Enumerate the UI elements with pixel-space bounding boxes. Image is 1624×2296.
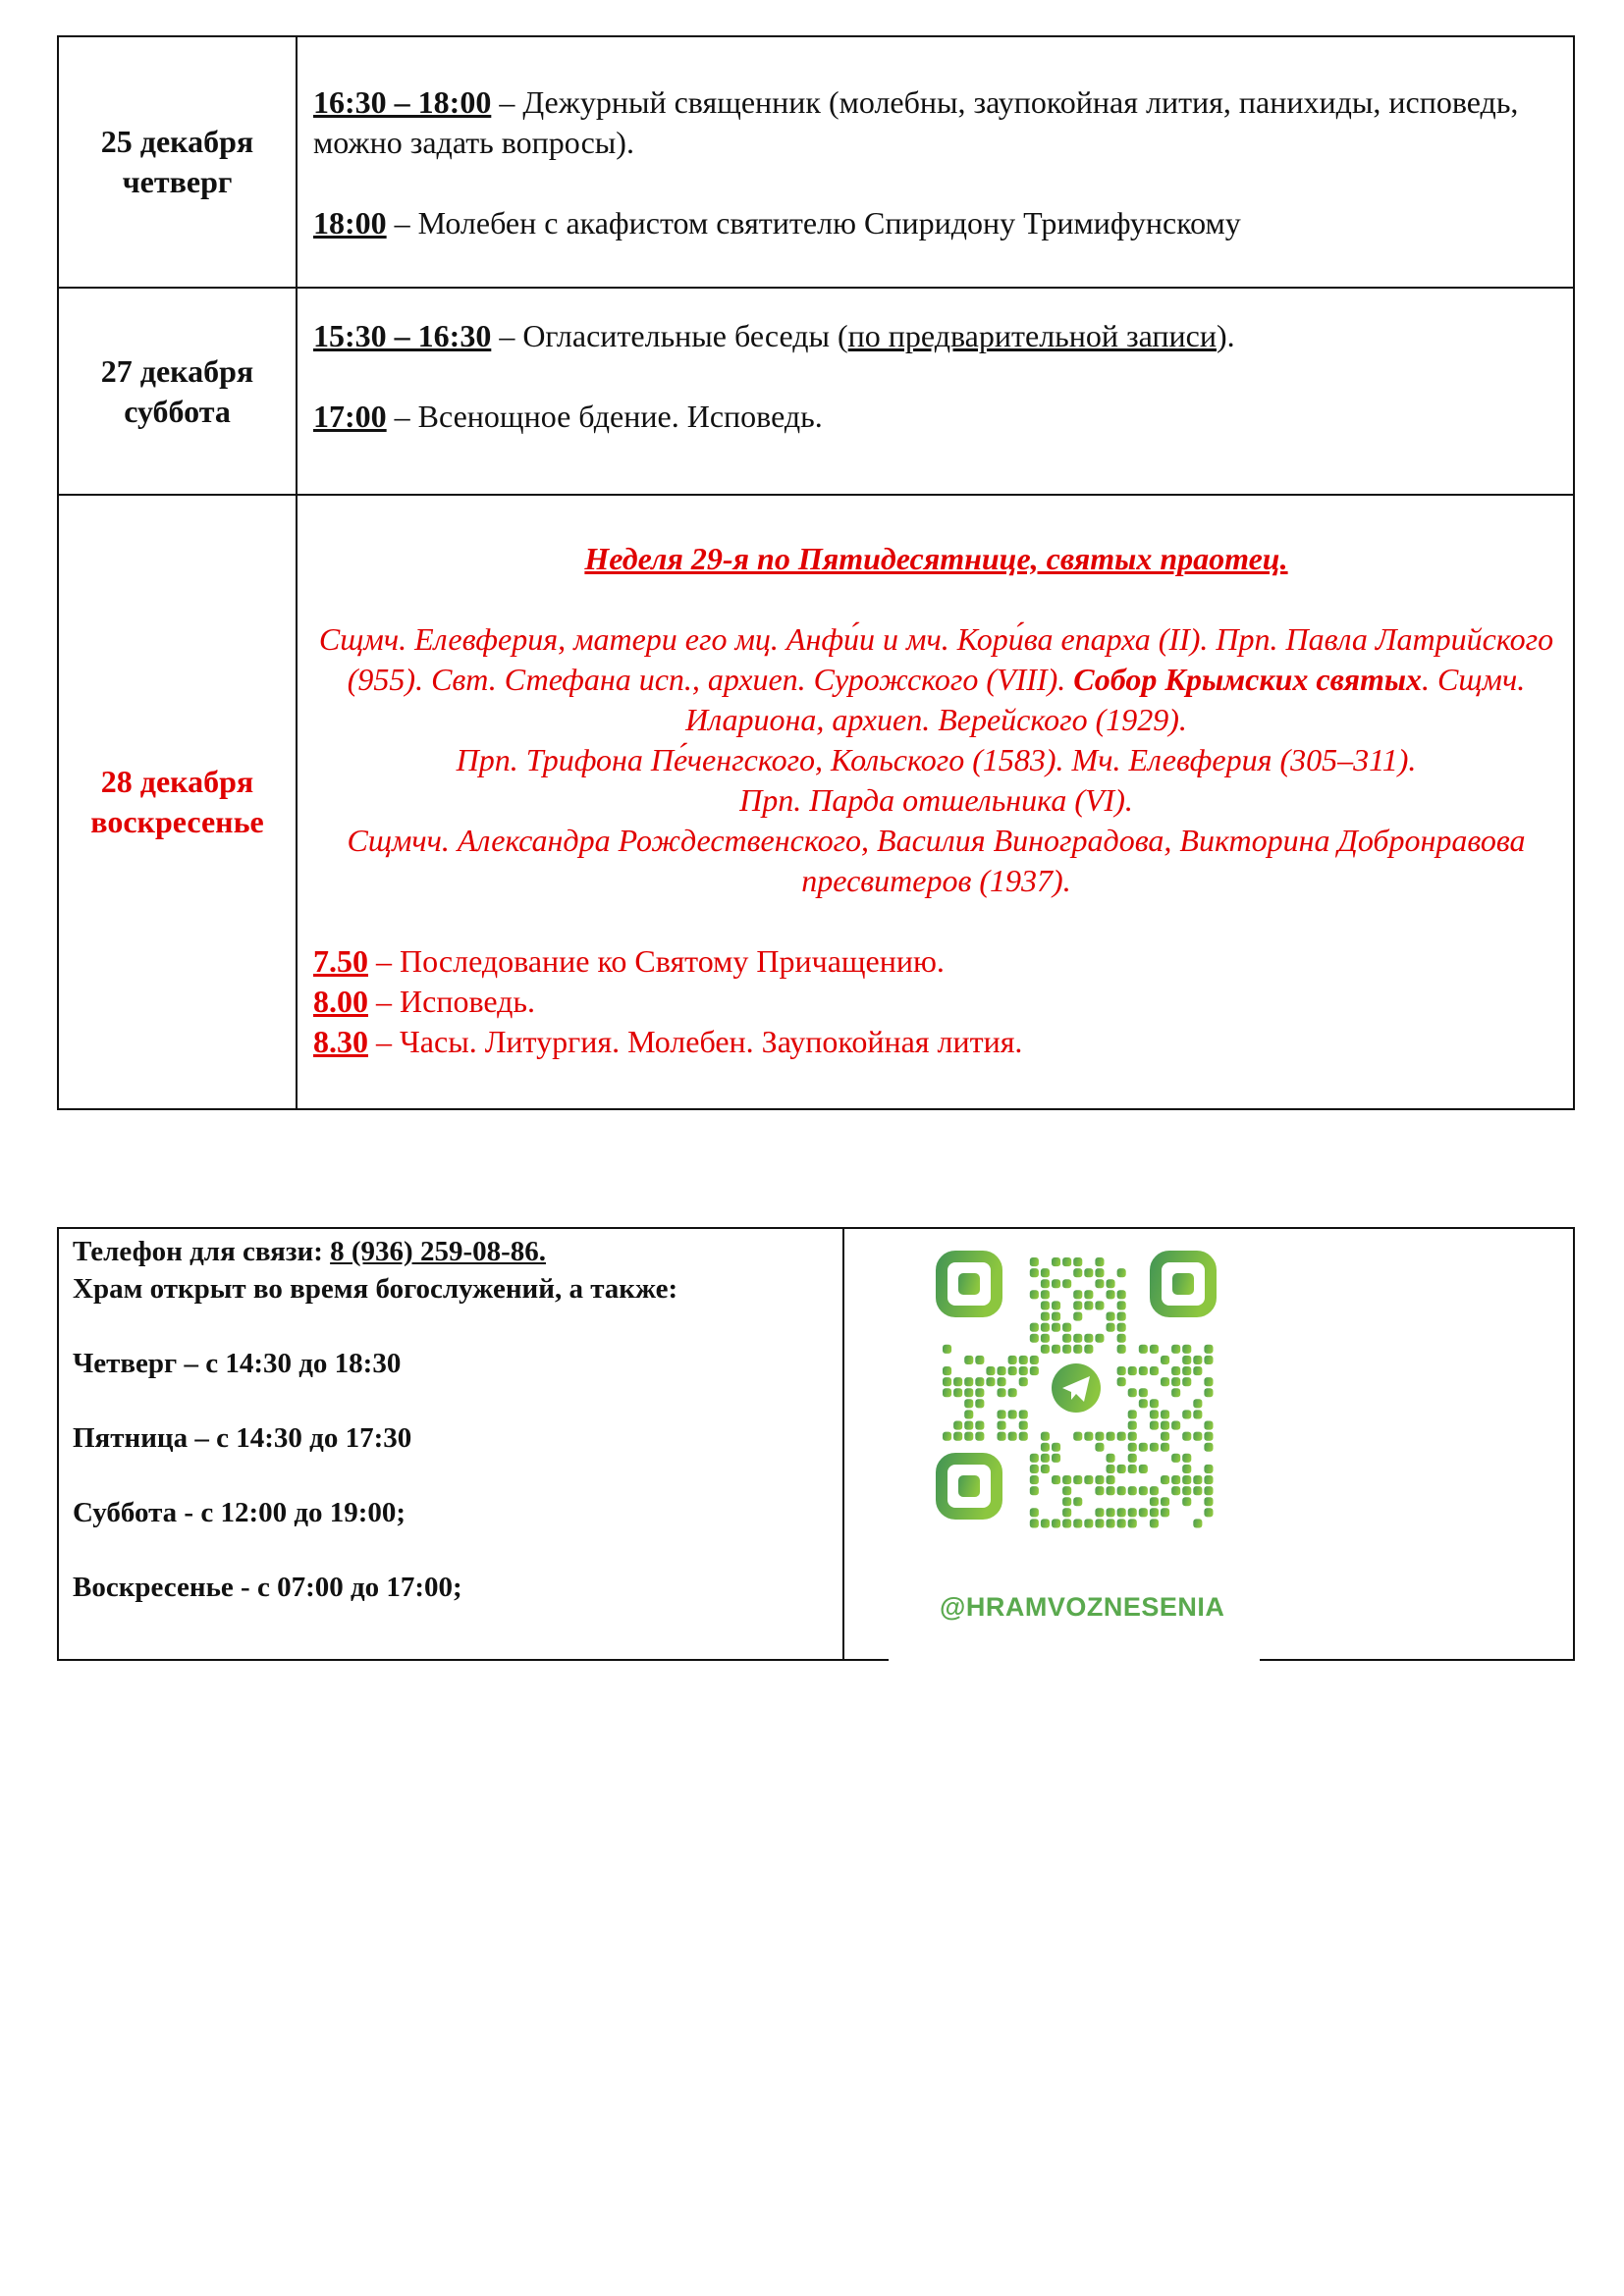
qr-module bbox=[1128, 1366, 1137, 1375]
qr-module bbox=[1008, 1410, 1017, 1418]
saints-commemoration: Сщмчч. Александра Рождественского, Василия Виноградова, Викторина Добронравова пресвитеров (1937). bbox=[347, 823, 1526, 898]
qr-module bbox=[1117, 1301, 1126, 1309]
qr-module bbox=[986, 1366, 995, 1375]
qr-module bbox=[1193, 1356, 1202, 1364]
qr-module bbox=[953, 1432, 962, 1441]
qr-module bbox=[1117, 1290, 1126, 1299]
qr-module bbox=[1008, 1432, 1017, 1441]
qr-module bbox=[1161, 1432, 1169, 1441]
qr-module bbox=[1107, 1454, 1115, 1463]
qr-module bbox=[1084, 1475, 1093, 1484]
day-weekday: воскресенье bbox=[90, 804, 264, 839]
qr-module bbox=[1073, 1290, 1082, 1299]
qr-module bbox=[975, 1356, 984, 1364]
day-weekday: суббота bbox=[124, 393, 231, 429]
qr-module bbox=[998, 1377, 1006, 1386]
qr-module bbox=[1193, 1399, 1202, 1408]
qr-module bbox=[1062, 1323, 1071, 1332]
services-cell bbox=[297, 288, 1574, 495]
qr-module bbox=[1041, 1519, 1050, 1527]
qr-module bbox=[1193, 1410, 1202, 1418]
qr-module bbox=[964, 1377, 973, 1386]
qr-module bbox=[1117, 1312, 1126, 1321]
qr-module bbox=[1084, 1432, 1093, 1441]
qr-module bbox=[1041, 1290, 1050, 1299]
qr-module bbox=[1193, 1475, 1202, 1484]
qr-module bbox=[964, 1399, 973, 1408]
qr-module bbox=[1128, 1519, 1137, 1527]
qr-module bbox=[1150, 1508, 1159, 1517]
qr-code[interactable] bbox=[889, 1229, 1260, 1582]
day-cell bbox=[58, 36, 297, 288]
qr-module bbox=[1041, 1312, 1050, 1321]
qr-module bbox=[1030, 1334, 1039, 1343]
qr-module bbox=[1073, 1497, 1082, 1506]
qr-module bbox=[1128, 1432, 1137, 1441]
saints-commemoration: Сщмч. Елевферия, матери его мц. Анфи́и и мч. Кори́ва епарха (II). Прп. Павла Латрийского (955). Свт. Стефана исп., архиеп. Сурожского (VIII). Собор Крымских святых. Сщмч. Илариона, архиеп. Верейского (1929). bbox=[318, 621, 1554, 737]
qr-area bbox=[844, 1229, 1575, 1659]
qr-module bbox=[1107, 1486, 1115, 1495]
qr-module bbox=[1161, 1497, 1169, 1506]
service-time: 8.00 bbox=[313, 984, 368, 1019]
qr-module bbox=[1062, 1345, 1071, 1354]
service-time: 16:30 – 18:00 bbox=[313, 84, 492, 120]
qr-module bbox=[1161, 1443, 1169, 1452]
qr-module bbox=[964, 1432, 973, 1441]
service-text: ). bbox=[1217, 318, 1235, 353]
service-text: – Исповедь. bbox=[368, 984, 536, 1019]
qr-module bbox=[1117, 1323, 1126, 1332]
qr-module bbox=[1052, 1475, 1060, 1484]
qr-module bbox=[1128, 1421, 1137, 1430]
qr-module bbox=[1062, 1257, 1071, 1266]
qr-module bbox=[1008, 1356, 1017, 1364]
qr-module bbox=[1117, 1377, 1126, 1386]
qr-module bbox=[1128, 1410, 1137, 1418]
qr-module bbox=[953, 1377, 962, 1386]
qr-module bbox=[1073, 1257, 1082, 1266]
qr-module bbox=[1171, 1454, 1180, 1463]
qr-module bbox=[1182, 1486, 1191, 1495]
qr-module bbox=[1019, 1377, 1028, 1386]
qr-module bbox=[1117, 1465, 1126, 1473]
service-text: – Молебен с акафистом святителю Спиридону Тримифунскому bbox=[386, 205, 1241, 240]
qr-module bbox=[964, 1356, 973, 1364]
qr-module bbox=[1041, 1465, 1050, 1473]
qr-module bbox=[1095, 1257, 1104, 1266]
day-cell bbox=[58, 288, 297, 495]
qr-module bbox=[1073, 1432, 1082, 1441]
qr-module bbox=[1150, 1486, 1159, 1495]
qr-module bbox=[1052, 1345, 1060, 1354]
qr-module bbox=[1161, 1356, 1169, 1364]
qr-module bbox=[1041, 1301, 1050, 1309]
day-date: 27 декабря bbox=[100, 352, 254, 389]
phone-line: Телефон для связи: 8 (936) 259-08-86. bbox=[73, 1236, 547, 1267]
qr-module bbox=[998, 1388, 1006, 1397]
qr-module bbox=[943, 1377, 951, 1386]
schedule-row bbox=[58, 36, 1574, 288]
qr-module bbox=[1073, 1334, 1082, 1343]
qr-module bbox=[1204, 1465, 1213, 1473]
qr-module bbox=[1182, 1454, 1191, 1463]
saints-highlight: Собор Крымских святых bbox=[1073, 662, 1423, 697]
service-entry bbox=[313, 941, 1559, 982]
service-entry bbox=[313, 982, 1559, 1022]
qr-module bbox=[1204, 1508, 1213, 1517]
qr-module bbox=[1073, 1301, 1082, 1309]
schedule-row bbox=[58, 288, 1574, 495]
registration-link[interactable]: по предварительной записи bbox=[847, 318, 1217, 353]
phone-number[interactable]: 8 (936) 259-08-86. bbox=[330, 1236, 547, 1267]
qr-module bbox=[1128, 1454, 1137, 1463]
qr-module bbox=[1193, 1519, 1202, 1527]
qr-module bbox=[1107, 1312, 1115, 1321]
service-text: – Огласительные беседы ( bbox=[491, 318, 848, 353]
day-date: 25 декабря bbox=[100, 124, 254, 159]
qr-module bbox=[1062, 1334, 1071, 1343]
qr-module bbox=[1019, 1366, 1028, 1375]
qr-module bbox=[1182, 1497, 1191, 1506]
day-date: 28 декабря bbox=[100, 764, 254, 799]
service-text: – Последование ко Святому Причащению. bbox=[368, 943, 945, 979]
qr-module bbox=[1204, 1356, 1213, 1364]
qr-module bbox=[1030, 1454, 1039, 1463]
service-time: 7.50 bbox=[313, 943, 368, 979]
open-hours-item: Суббота - с 12:00 до 19:00; bbox=[73, 1497, 406, 1528]
qr-module bbox=[1171, 1388, 1180, 1397]
qr-module bbox=[1204, 1475, 1213, 1484]
qr-module bbox=[1117, 1432, 1126, 1441]
qr-module bbox=[1073, 1312, 1082, 1321]
qr-module bbox=[1084, 1519, 1093, 1527]
qr-module bbox=[964, 1388, 973, 1397]
qr-module bbox=[1019, 1356, 1028, 1364]
qr-module bbox=[1150, 1421, 1159, 1430]
saints-commemoration: Прп. Парда отшельника (VI). bbox=[739, 782, 1133, 818]
qr-module bbox=[1204, 1345, 1213, 1354]
qr-module bbox=[1041, 1432, 1050, 1441]
feast-title: Неделя 29-я по Пятидесятнице, святых праотец. bbox=[584, 541, 1288, 576]
qr-module bbox=[975, 1399, 984, 1408]
qr-module bbox=[1171, 1421, 1180, 1430]
qr-module bbox=[1161, 1377, 1169, 1386]
qr-module bbox=[943, 1432, 951, 1441]
qr-module bbox=[1095, 1486, 1104, 1495]
qr-module bbox=[1150, 1443, 1159, 1452]
service-text: – Дежурный священник (молебны, заупокойная лития, панихиды, исповедь, можно задать вопросы). bbox=[313, 84, 1519, 160]
qr-module bbox=[1041, 1334, 1050, 1343]
qr-module bbox=[1062, 1508, 1071, 1517]
qr-module bbox=[1107, 1290, 1115, 1299]
qr-module bbox=[1161, 1421, 1169, 1430]
qr-module bbox=[1161, 1410, 1169, 1418]
qr-module bbox=[1204, 1388, 1213, 1397]
qr-module bbox=[1084, 1268, 1093, 1277]
qr-module bbox=[1139, 1399, 1148, 1408]
qr-module bbox=[1052, 1519, 1060, 1527]
qr-module bbox=[1073, 1345, 1082, 1354]
qr-module bbox=[1052, 1443, 1060, 1452]
qr-module bbox=[1041, 1345, 1050, 1354]
qr-module bbox=[1052, 1279, 1060, 1288]
qr-module bbox=[1117, 1519, 1126, 1527]
qr-module bbox=[1139, 1486, 1148, 1495]
qr-module bbox=[1150, 1497, 1159, 1506]
qr-module bbox=[1030, 1366, 1039, 1375]
qr-module bbox=[1139, 1443, 1148, 1452]
services-cell bbox=[297, 36, 1574, 288]
qr-module bbox=[1150, 1399, 1159, 1408]
services-cell bbox=[297, 495, 1574, 1109]
qr-module bbox=[1107, 1475, 1115, 1484]
qr-module bbox=[1030, 1486, 1039, 1495]
qr-module bbox=[1193, 1432, 1202, 1441]
qr-module bbox=[1107, 1465, 1115, 1473]
qr-module bbox=[1182, 1366, 1191, 1375]
qr-module bbox=[1171, 1377, 1180, 1386]
qr-module bbox=[953, 1388, 962, 1397]
qr-module bbox=[1204, 1421, 1213, 1430]
qr-module bbox=[998, 1410, 1006, 1418]
qr-module bbox=[953, 1421, 962, 1430]
qr-module bbox=[1128, 1486, 1137, 1495]
qr-module bbox=[1041, 1443, 1050, 1452]
telegram-icon bbox=[1047, 1359, 1106, 1417]
qr-module bbox=[1095, 1301, 1104, 1309]
qr-module bbox=[1193, 1486, 1202, 1495]
service-time: 18:00 bbox=[313, 205, 387, 240]
qr-module bbox=[1182, 1475, 1191, 1484]
qr-module bbox=[1107, 1508, 1115, 1517]
qr-module bbox=[975, 1377, 984, 1386]
qr-module bbox=[1084, 1290, 1093, 1299]
qr-module bbox=[1139, 1508, 1148, 1517]
qr-module bbox=[1182, 1465, 1191, 1473]
qr-module bbox=[1204, 1443, 1213, 1452]
qr-module bbox=[1171, 1486, 1180, 1495]
qr-module bbox=[1041, 1279, 1050, 1288]
service-text: – Часы. Литургия. Молебен. Заупокойная лития. bbox=[368, 1024, 1023, 1059]
qr-module bbox=[1095, 1475, 1104, 1484]
service-text: – Всенощное бдение. Исповедь. bbox=[386, 399, 823, 434]
qr-module bbox=[1019, 1410, 1028, 1418]
qr-module bbox=[1139, 1465, 1148, 1473]
qr-module bbox=[1084, 1345, 1093, 1354]
qr-module bbox=[1073, 1268, 1082, 1277]
qr-module bbox=[1117, 1345, 1126, 1354]
qr-module bbox=[975, 1388, 984, 1397]
qr-module bbox=[1128, 1388, 1137, 1397]
qr-module bbox=[1041, 1268, 1050, 1277]
qr-module bbox=[1095, 1268, 1104, 1277]
service-entry bbox=[313, 316, 1559, 356]
qr-module bbox=[1117, 1366, 1126, 1375]
qr-module bbox=[1171, 1345, 1180, 1354]
qr-module bbox=[1193, 1366, 1202, 1375]
qr-module bbox=[1073, 1475, 1082, 1484]
qr-module bbox=[1052, 1312, 1060, 1321]
qr-module bbox=[1030, 1465, 1039, 1473]
qr-module bbox=[1030, 1268, 1039, 1277]
qr-module bbox=[1139, 1345, 1148, 1354]
qr-module bbox=[1062, 1475, 1071, 1484]
qr-module bbox=[1062, 1497, 1071, 1506]
qr-module bbox=[1030, 1475, 1039, 1484]
qr-module bbox=[1030, 1290, 1039, 1299]
day-cell bbox=[58, 495, 297, 1109]
qr-module bbox=[1107, 1432, 1115, 1441]
qr-module bbox=[1139, 1388, 1148, 1397]
qr-module bbox=[1030, 1323, 1039, 1332]
qr-module bbox=[1182, 1345, 1191, 1354]
contact-info-box bbox=[57, 1227, 1575, 1661]
qr-module bbox=[1041, 1454, 1050, 1463]
open-hours-item: Пятница – с 14:30 до 17:30 bbox=[73, 1422, 412, 1454]
qr-module bbox=[1095, 1334, 1104, 1343]
open-hours-item: Воскресенье - с 07:00 до 17:00; bbox=[73, 1572, 462, 1603]
qr-module bbox=[998, 1366, 1006, 1375]
qr-module bbox=[1128, 1443, 1137, 1452]
service-time: 17:00 bbox=[313, 399, 387, 434]
qr-module bbox=[1117, 1268, 1126, 1277]
qr-module bbox=[1117, 1486, 1126, 1495]
qr-module bbox=[1204, 1497, 1213, 1506]
qr-module bbox=[1107, 1279, 1115, 1288]
service-entry bbox=[313, 397, 1559, 437]
qr-handle: @HRAMVOZNESENIA bbox=[940, 1592, 1225, 1622]
qr-module bbox=[1008, 1388, 1017, 1397]
qr-module bbox=[943, 1366, 951, 1375]
qr-module bbox=[986, 1377, 995, 1386]
qr-module bbox=[1161, 1475, 1169, 1484]
qr-module bbox=[1182, 1356, 1191, 1364]
qr-module bbox=[998, 1432, 1006, 1441]
qr-module bbox=[1128, 1465, 1137, 1473]
contact-info bbox=[59, 1229, 844, 1659]
qr-module bbox=[1030, 1257, 1039, 1266]
qr-module bbox=[1062, 1279, 1071, 1288]
qr-module bbox=[1052, 1323, 1060, 1332]
qr-module bbox=[1204, 1432, 1213, 1441]
qr-module bbox=[1204, 1377, 1213, 1386]
qr-module bbox=[1095, 1443, 1104, 1452]
service-entry bbox=[313, 203, 1559, 243]
qr-module bbox=[964, 1421, 973, 1430]
qr-module bbox=[975, 1421, 984, 1430]
qr-module bbox=[1095, 1519, 1104, 1527]
service-entry bbox=[313, 1022, 1559, 1062]
service-time: 8.30 bbox=[313, 1024, 368, 1059]
qr-module bbox=[1182, 1432, 1191, 1441]
qr-module bbox=[1030, 1508, 1039, 1517]
qr-module bbox=[1084, 1301, 1093, 1309]
qr-module bbox=[1062, 1486, 1071, 1495]
qr-module bbox=[1095, 1279, 1104, 1288]
open-hours-intro: Храм открыт во время богослужений, а также: bbox=[73, 1273, 678, 1305]
qr-module bbox=[1073, 1519, 1082, 1527]
qr-module bbox=[1052, 1454, 1060, 1463]
qr-module bbox=[1182, 1377, 1191, 1386]
qr-module bbox=[1182, 1410, 1191, 1418]
qr-module bbox=[943, 1388, 951, 1397]
schedule-table bbox=[57, 35, 1575, 1110]
qr-module bbox=[1041, 1323, 1050, 1332]
qr-module bbox=[1095, 1508, 1104, 1517]
qr-module bbox=[1171, 1475, 1180, 1484]
qr-module bbox=[1107, 1519, 1115, 1527]
qr-module bbox=[1030, 1519, 1039, 1527]
saints-commemoration: Прп. Трифона Пе́ченгского, Кольского (1583). Мч. Елевферия (305–311). bbox=[456, 742, 1417, 777]
service-entry bbox=[313, 82, 1559, 163]
qr-module bbox=[1019, 1421, 1028, 1430]
qr-module bbox=[1062, 1519, 1071, 1527]
schedule-row bbox=[58, 495, 1574, 1109]
qr-module bbox=[1150, 1366, 1159, 1375]
qr-module bbox=[943, 1345, 951, 1354]
qr-module bbox=[1084, 1334, 1093, 1343]
qr-module bbox=[998, 1421, 1006, 1430]
service-time: 15:30 – 16:30 bbox=[313, 318, 492, 353]
qr-module bbox=[1150, 1410, 1159, 1418]
qr-module bbox=[1019, 1432, 1028, 1441]
qr-module bbox=[964, 1410, 973, 1418]
qr-module bbox=[975, 1432, 984, 1441]
qr-module bbox=[1171, 1366, 1180, 1375]
qr-module bbox=[1139, 1366, 1148, 1375]
qr-module bbox=[1052, 1301, 1060, 1309]
qr-module bbox=[1150, 1519, 1159, 1527]
qr-module bbox=[1008, 1366, 1017, 1375]
qr-module bbox=[1150, 1345, 1159, 1354]
qr-module bbox=[1095, 1432, 1104, 1441]
qr-module bbox=[1117, 1508, 1126, 1517]
qr-card[interactable] bbox=[889, 1229, 1260, 1661]
day-weekday: четверг bbox=[122, 164, 233, 199]
open-hours-item: Четверг – с 14:30 до 18:30 bbox=[73, 1348, 402, 1379]
qr-module bbox=[1117, 1334, 1126, 1343]
qr-module bbox=[1107, 1323, 1115, 1332]
qr-module bbox=[1030, 1356, 1039, 1364]
qr-module bbox=[1128, 1508, 1137, 1517]
qr-module bbox=[1204, 1486, 1213, 1495]
qr-module bbox=[1161, 1508, 1169, 1517]
qr-module bbox=[1052, 1257, 1060, 1266]
